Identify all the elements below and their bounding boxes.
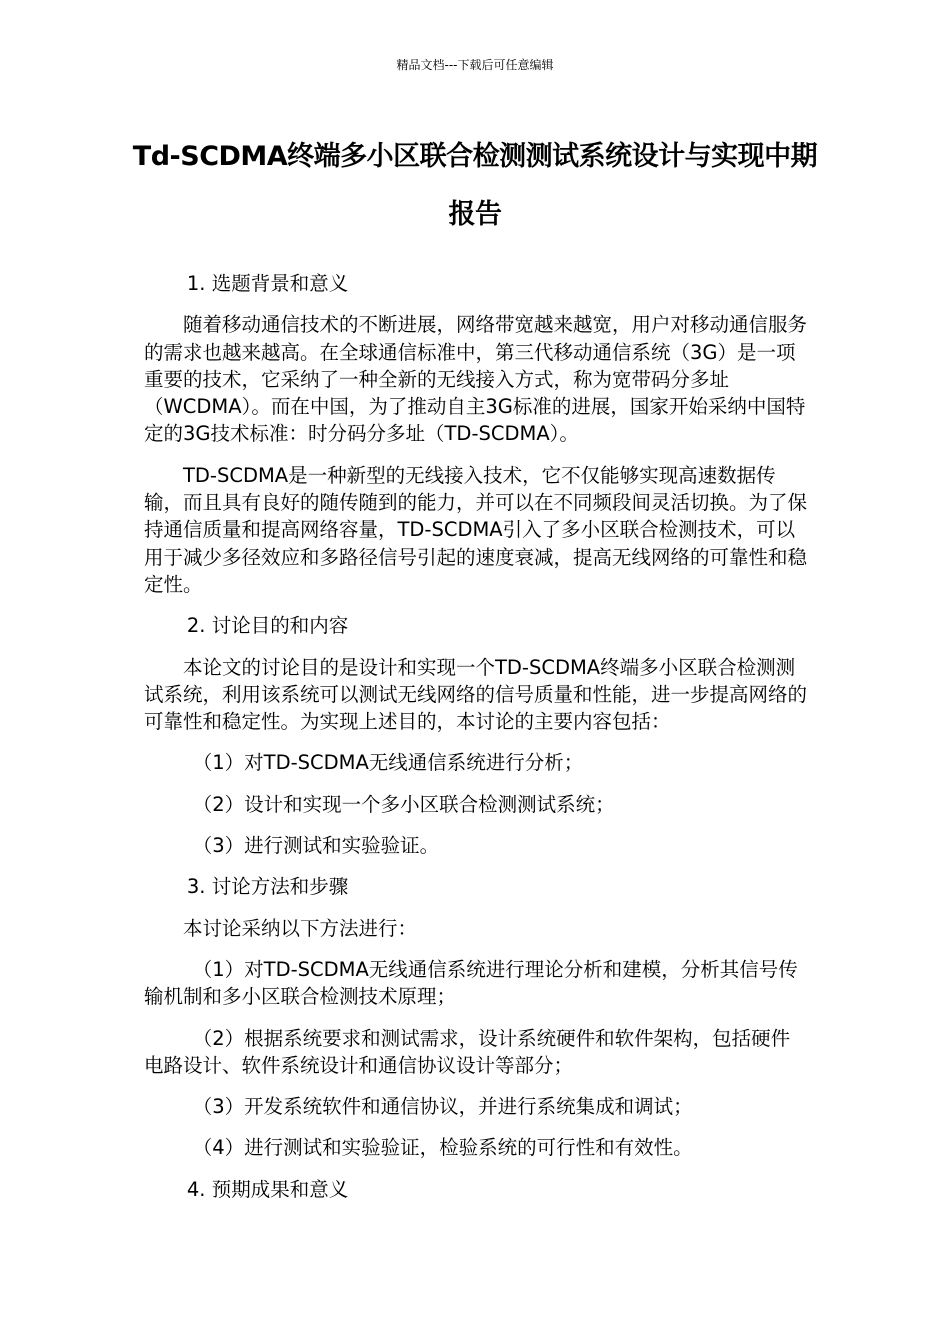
paragraph: 本讨论采纳以下方法进行： xyxy=(183,916,418,940)
document-body xyxy=(144,270,808,1217)
list-item: （2）根据系统要求和测试需求，设计系统硬件和软件架构，包括硬件电路设计、软件系统设计和通信协议设计等部分； xyxy=(144,1026,791,1077)
paragraph: 本论文的讨论目的是设计和实现一个TD-SCDMA终端多小区联合检测测试系统，利用该系统可以测试无线网络的信号质量和性能，进一步提高网络的可靠性和稳定性。为实现上述目的，本讨论的主要内容包括： xyxy=(144,655,808,734)
paragraph: TD-SCDMA是一种新型的无线接入技术，它不仅能够实现高速数据传输，而且具有良好的随传随到的能力，并可以在不同频段间灵活切换。为了保持通信质量和提高网络容量，TD-SCDMA引入了多小区联合检测技术，可以用于减少多径效应和多路径信号引起的速度衰减，提高无线网络的可靠性和稳定性。 xyxy=(144,463,808,596)
list-item: （2）设计和实现一个多小区联合检测测试系统； xyxy=(192,792,615,816)
section-heading: 1. 选题背景和意义 xyxy=(186,272,349,295)
paragraph: 随着移动通信技术的不断进展，网络带宽越来越宽，用户对移动通信服务的需求也越来越高。在全球通信标准中，第三代移动通信系统（3G）是一项重要的技术，它采纳了一种全新的无线接入方式，称为宽带码分多址（WCDMA）。而在中国，为了推动自主3G标准的进展，国家开始采纳中国特定的3G技术标准：时分码分多址（TD-SCDMA）。 xyxy=(144,313,808,446)
document-title: Td-SCDMA终端多小区联合检测测试系统设计与实现中期报告 xyxy=(132,141,818,230)
page-header: 精品文档---下载后可任意编辑 xyxy=(396,58,554,72)
section-heading: 4. 预期成果和意义 xyxy=(186,1177,349,1201)
list-item: （1）对TD-SCDMA无线通信系统进行分析； xyxy=(192,751,584,775)
list-item: （3）进行测试和实验验证。 xyxy=(192,834,440,858)
list-item: （4）进行测试和实验验证，检验系统的可行性和有效性。 xyxy=(192,1136,693,1160)
section-heading: 3. 讨论方法和步骤 xyxy=(186,875,349,899)
section-heading: 2. 讨论目的和内容 xyxy=(186,614,349,638)
list-item: （1）对TD-SCDMA无线通信系统进行理论分析和建模，分析其信号传输机制和多小区联合检测技术原理； xyxy=(144,957,798,1009)
list-item: （3）开发系统软件和通信协议，并进行系统集成和调试； xyxy=(192,1095,693,1119)
